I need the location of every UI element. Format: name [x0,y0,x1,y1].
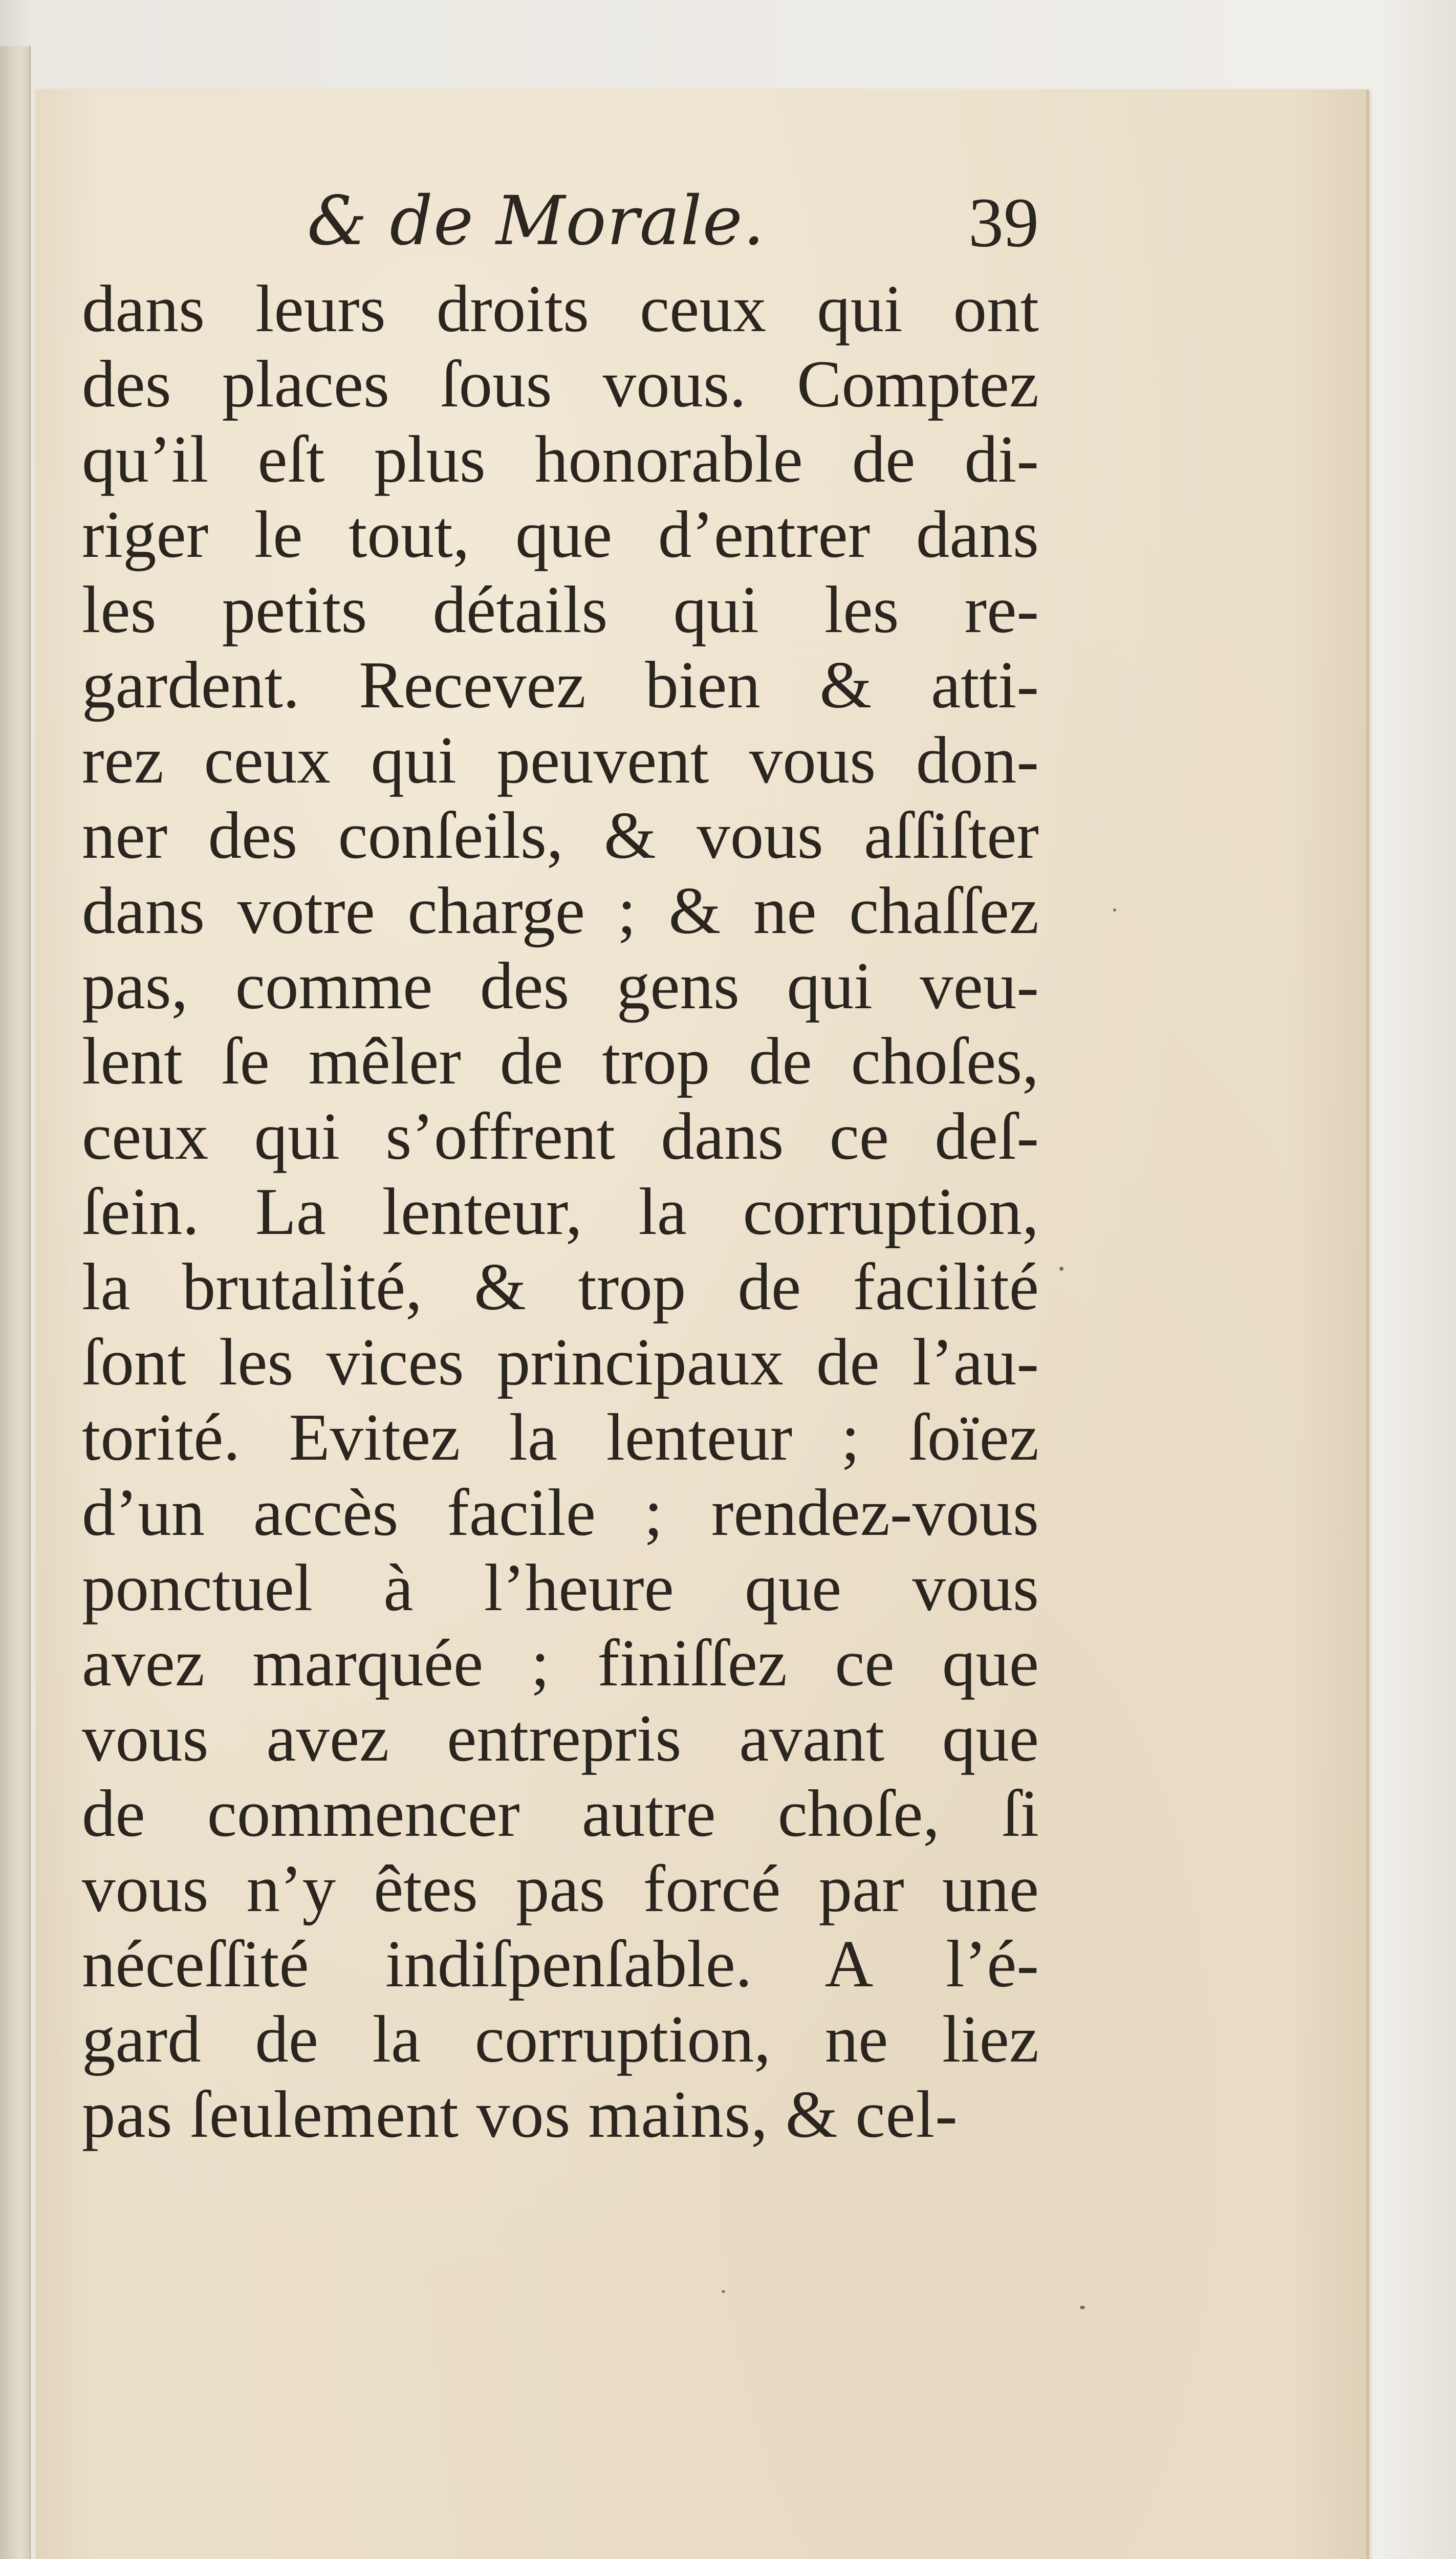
text-line: ſein. La lenteur, la corruption, [82,1175,1039,1249]
text-line: d’un accès facile ; rendez-vous [82,1476,1039,1550]
body-text [82,271,1039,2152]
text-line: vous n’y êtes pas forcé par une [82,1852,1039,1926]
running-head: & de Morale. [307,182,765,261]
text-line: vous avez entrepris avant que [82,1701,1039,1775]
text-line: gard de la corruption, ne liez [82,2002,1039,2076]
text-line: lent ſe mêler de trop de choſes, [82,1024,1039,1098]
facing-page-edge [0,46,31,2559]
text-line: ner des conſeils, & vous aſſiſter [82,798,1039,873]
text-line: la brutalité, & trop de facilité [82,1250,1039,1324]
paper-speck [1113,908,1116,912]
paper-speck [1059,1267,1063,1271]
text-line: riger le tout, que d’entrer dans [82,497,1039,572]
text-line: pas ſeulement vos mains, & cel- [82,2077,958,2152]
text-line: ponctuel à l’heure que vous [82,1551,1039,1625]
page-number: 39 [968,183,1039,262]
text-line: dans leurs droits ceux qui ont [82,272,1039,346]
text-line: gardent. Recevez bien & atti- [82,648,1039,722]
text-line: les petits détails qui les re- [82,573,1039,647]
text-line: ſont les vices principaux de l’au- [82,1325,1039,1399]
text-line: néceſſité indiſpenſable. A l’é- [82,1927,1039,2001]
text-line: qu’il eſt plus honorable de di- [82,422,1039,496]
text-line: ceux qui s’offrent dans ce deſ- [82,1099,1039,1174]
paper-speck [722,2290,725,2293]
text-line: des places ſous vous. Comptez [82,347,1039,421]
text-line: dans votre charge ; & ne chaſſez [82,874,1039,948]
text-line: de commencer autre choſe, ſi [82,1776,1039,1851]
paper-speck [1080,2306,1085,2309]
text-line: pas, comme des gens qui veu- [82,949,1039,1023]
text-line: rez ceux qui peuvent vous don- [82,723,1039,797]
text-line: torité. Evitez la lenteur ; ſoïez [82,1400,1039,1474]
text-line: avez marquée ; finiſſez ce que [82,1626,1039,1700]
page-header [287,182,1054,269]
